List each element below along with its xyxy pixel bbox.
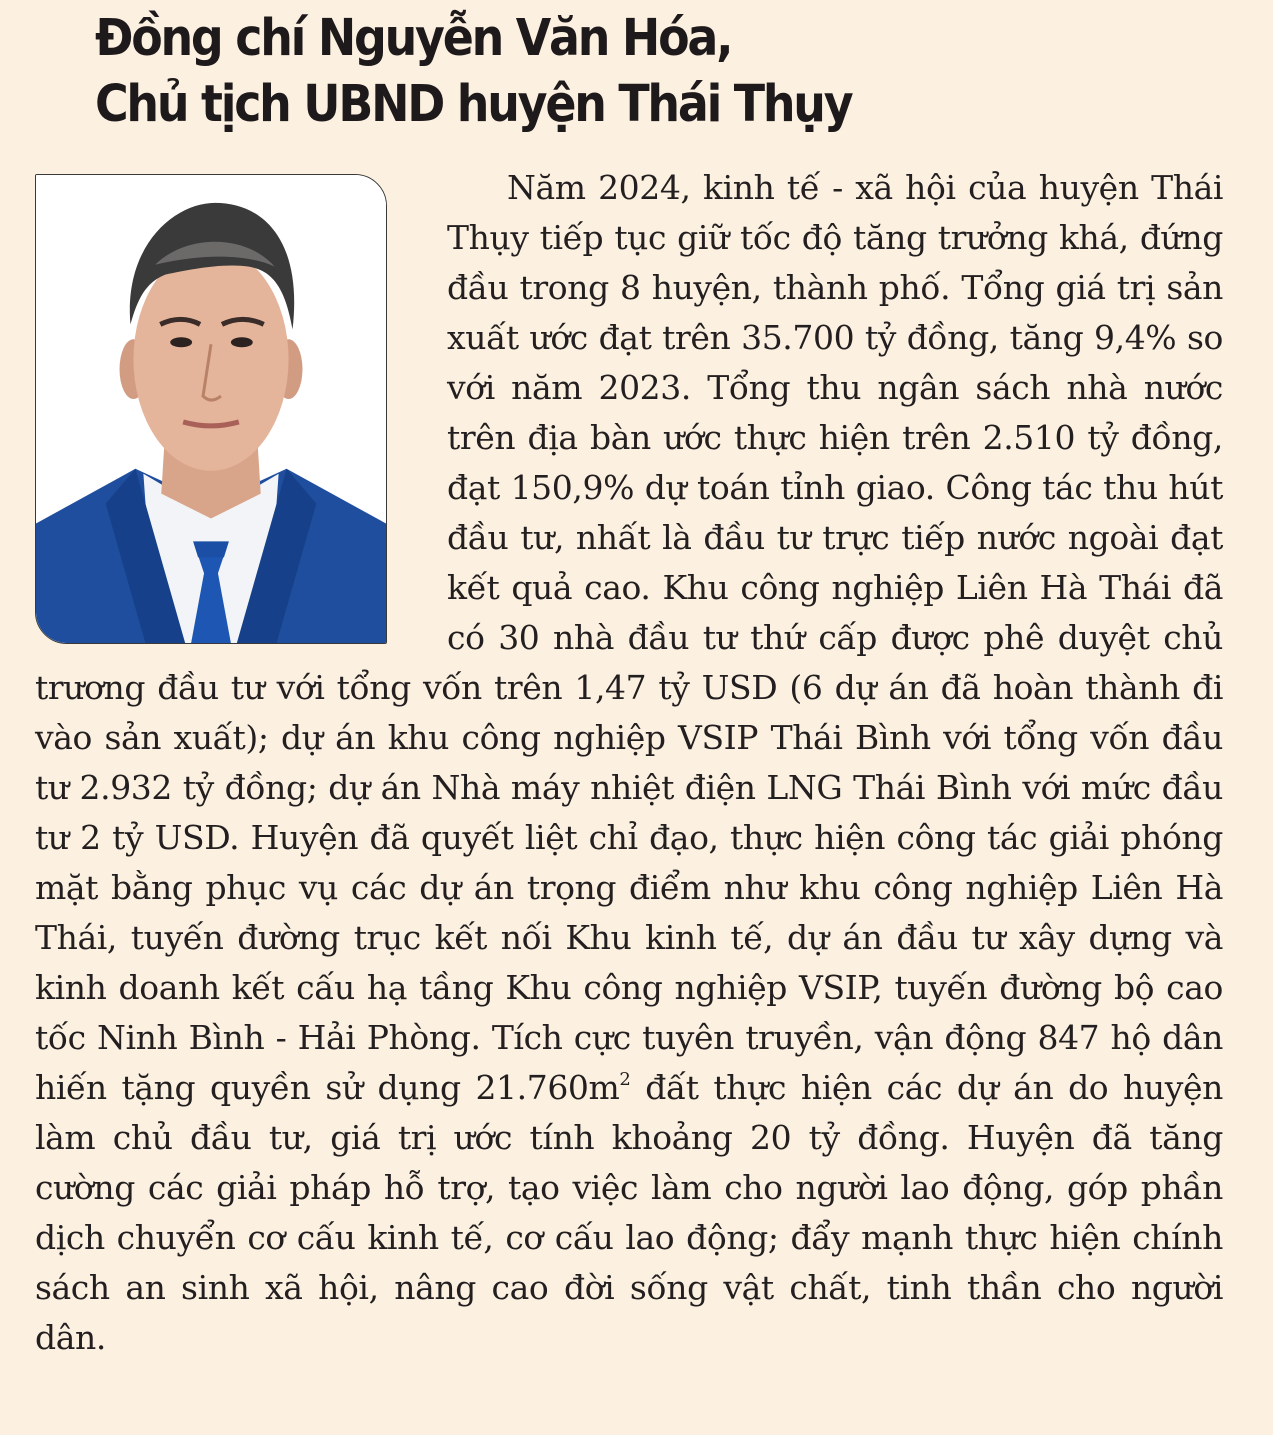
- article-paragraph-part-2: đất thực hiện các dự án do huyện làm chủ đầu tư, giá trị ước tính khoảng 20 tỷ đồng. Huyện đã tăng cường các giải pháp hỗ trợ, tạo việc làm cho người lao động, góp phần dịch chuyển cơ cấu kinh tế, cơ cấu lao động; đẩy mạnh thực hiện chính sách an sinh xã hội, nâng cao đời sống vật chất, tinh thần cho người dân.: [35, 1068, 1223, 1357]
- portrait-spacer: [35, 163, 447, 651]
- article-title: [95, 6, 1103, 138]
- article-body: [35, 163, 1223, 1423]
- title-line-2: Chủ tịch UBND huyện Thái Thụy: [95, 75, 852, 134]
- title-line-1: Đồng chí Nguyễn Văn Hóa,: [95, 9, 732, 68]
- superscript-square-meter: 2: [619, 1069, 631, 1090]
- article-paragraph-part-1: Năm 2024, kinh tế - xã hội của huyện Thái Thụy tiếp tục giữ tốc độ tăng trưởng khá, đứng đầu trong 8 huyện, thành phố. Tổng giá trị sản xuất ước đạt trên 35.700 tỷ đồng, tăng 9,4% so với năm 2023. Tổng thu ngân sách nhà nước trên địa bàn ước thực hiện trên 2.510 tỷ đồng, đạt 150,9% dự toán tỉnh giao. Công tác thu hút đầu tư, nhất là đầu tư trực tiếp nước ngoài đạt kết quả cao. Khu công nghiệp Liên Hà Thái đã có 30 nhà đầu tư thứ cấp được phê duyệt chủ trương đầu tư với tổng vốn trên 1,47 tỷ USD (6 dự án đã hoàn thành đi vào sản xuất); dự án khu công nghiệp VSIP Thái Bình với tổng vốn đầu tư 2.932 tỷ đồng; dự án Nhà máy nhiệt điện LNG Thái Bình với mức đầu tư 2 tỷ USD. Huyện đã quyết liệt chỉ đạo, thực hiện công tác giải phóng mặt bằng phục vụ các dự án trọng điểm như khu công nghiệp Liên Hà Thái, tuyến đường trục kết nối Khu kinh tế, dự án đầu tư xây dựng và kinh doanh kết cấu hạ tầng Khu công nghiệp VSIP, tuyến đường bộ cao tốc Ninh Bình - Hải Phòng. Tích cực tuyên truyền, vận động 847 hộ dân hiến tặng quyền sử dụng 21.760m: [35, 168, 1223, 1107]
